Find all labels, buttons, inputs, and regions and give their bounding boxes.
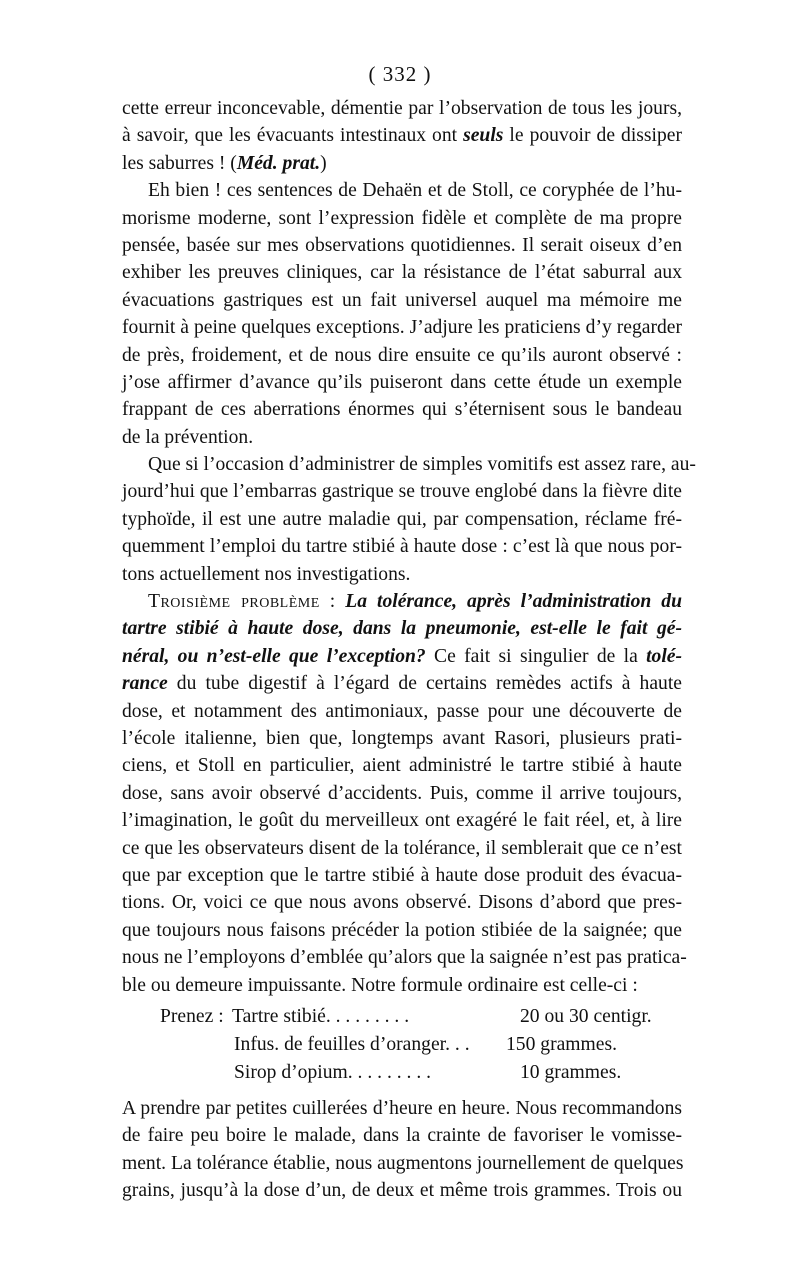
text-run: pensée, basée sur mes observations quotidiennes. Il serait oiseux d’en [122,234,682,256]
text-line [122,588,682,615]
text-run: typhoïde, il est une autre maladie qui, par compensation, réclame fré- [122,508,682,530]
text-line [122,95,682,122]
text-run: grains, jusqu’à la dose d’un, de deux et même trois grammes. Trois ou [122,1180,682,1202]
emphasis-text: tartre stibié à haute dose, dans la pneumonie, est-elle le fait gé- [122,618,682,640]
text-line [122,670,682,697]
text-line [122,780,682,807]
text-line [122,122,682,149]
text-run: de la prévention. [122,426,254,448]
text-run: j’ose affirmer d’avance qu’ils puiseront dans cette étude un exemple [122,371,682,393]
paragraphs-before-formula [122,95,696,999]
text-run: cette erreur inconcevable, démentie par l’observation de tous les jours, [122,98,682,119]
text-run: frappant de ces aberrations énormes qui s’éternisent sous le bandeau [122,399,682,421]
emphasis-text: néral, ou n’est-elle que l’exception? [122,645,426,667]
text-run: évacuations gastriques est un fait universel auquel ma mémoire me [122,289,682,311]
text-run: à savoir, que les évacuants intestinaux ont [122,125,464,147]
text-run: que par exception que le tartre stibié à haute dose produit des évacua- [122,864,682,886]
text-line [122,862,682,889]
text-run: A prendre par petites cuillerées d’heure en heure. Nous recommandons [122,1097,682,1119]
text-line [122,1150,682,1177]
emphasis-text: seuls [463,125,504,147]
text-line [122,314,682,341]
text-run: l’imagination, le goût du merveilleux ont exagéré le fait réel, et, à lire [122,810,682,832]
text-run: tions. Or, voici ce que nous avons observé. Disons d’abord que pres- [122,892,682,914]
text-run: Eh bien ! ces sentences de Dehaën et de Stoll, ce coryphée de l’hu- [148,180,682,202]
text-run: les saburres ! ( [122,152,237,174]
formula-ingredient: Infus. de feuilles d’oranger. . . [234,1033,470,1055]
text-run: ce que les observateurs disent de la tolérance, il semblerait que ce n’est [122,837,682,859]
text-run: du tube digestif à l’égard de certains remèdes actifs à haute [167,673,682,695]
text-line [122,287,682,314]
text-run: ment. La tolérance établie, nous augmentons journellement de quelques [122,1152,684,1174]
text-line [122,478,682,505]
text-line [122,177,682,204]
formula-prefix: Prenez : [160,1005,224,1027]
emphasis-text: tolé- [646,645,682,667]
text-run: que toujours nous faisons précéder la potion stibiée de la saignée; que [122,919,682,941]
text-line [122,972,682,999]
text-run: ble ou demeure impuissante. Notre formule ordinaire est celle-ci : [122,974,638,996]
text-line [122,889,682,916]
text-run: de près, froidement, et de nous dire ensuite ce qu’ils auront observé : [122,344,682,366]
text-line [122,615,682,642]
text-line [122,917,682,944]
text-line [122,424,682,451]
text-line [122,725,682,752]
formula-ingredient: Tartre stibié. . . . . . . . . [232,1005,410,1027]
text-line [122,369,682,396]
text-line [122,205,682,232]
formula-quantity: 10 grammes. [520,1061,622,1083]
text-line [122,232,682,259]
text-run: dose, sans avoir observé d’accidents. Puis, comme il arrive toujours, [122,782,682,804]
text-run: de faire peu boire le malade, dans la crainte de favoriser le vomisse- [122,1125,682,1147]
text-run: l’école italienne, bien que, longtemps avant Rasori, plusieurs prati- [122,727,682,749]
page-number: ( 332 ) [368,62,432,86]
text-line [122,807,682,834]
paragraphs-after-formula [122,1095,682,1205]
formula-quantity: 20 ou 30 centigr. [520,1005,652,1027]
text-line [122,752,682,779]
text-line [122,1095,682,1122]
text-line [122,1122,682,1149]
text-line [122,342,682,369]
text-run: le pouvoir de dissiper [503,125,682,147]
text-run: ) [320,152,327,174]
emphasis-text: La tolérance, après l’administration du [345,591,682,613]
text-run: Que si l’occasion d’administrer de simples vomitifs est assez rare, au- [148,454,696,476]
emphasis-text: Méd. prat. [236,152,321,174]
text-line [122,698,682,725]
text-line [122,944,687,971]
section-heading: Troisième problème [148,591,320,613]
text-run: : [319,591,346,613]
text-line [122,451,696,478]
text-line [122,259,682,286]
emphasis-text: rance [122,673,168,695]
text-line [122,1177,682,1204]
text-run: tons actuellement nos investigations. [122,563,411,585]
text-run: exhiber les preuves cliniques, car la résistance de l’état saburral aux [122,262,682,284]
formula-ingredient: Sirop d’opium. . . . . . . . . [234,1061,432,1083]
body-text [122,95,696,1204]
text-line [122,396,682,423]
text-run: Ce fait si singulier de la [425,645,647,667]
text-line [122,835,682,862]
text-line [122,150,682,177]
text-line [122,506,682,533]
formula-quantity: 150 grammes. [506,1033,618,1055]
text-run: jourd’hui que l’embarras gastrique se trouve englobé dans la fièvre dite [122,481,682,503]
text-line [122,561,682,588]
text-line [122,643,682,670]
text-line [122,533,682,560]
text-run: dose, et notamment des antimoniaux, passe pour une découverte de [122,700,682,722]
text-run: ciens, et Stoll en particulier, aient administré le tartre stibié à haute [122,755,682,777]
text-run: quemment l’emploi du tartre stibié à haute dose : c’est là que nous por- [122,536,682,558]
text-run: morisme moderne, sont l’expression fidèle et complète de ma propre [122,207,682,229]
formula-table [122,999,682,1089]
text-run: nous ne l’employons d’emblée qu’alors que la saignée n’est pas pratica- [122,947,687,969]
text-run: fournit à peine quelques exceptions. J’adjure les praticiens d’y regarder [122,317,682,339]
